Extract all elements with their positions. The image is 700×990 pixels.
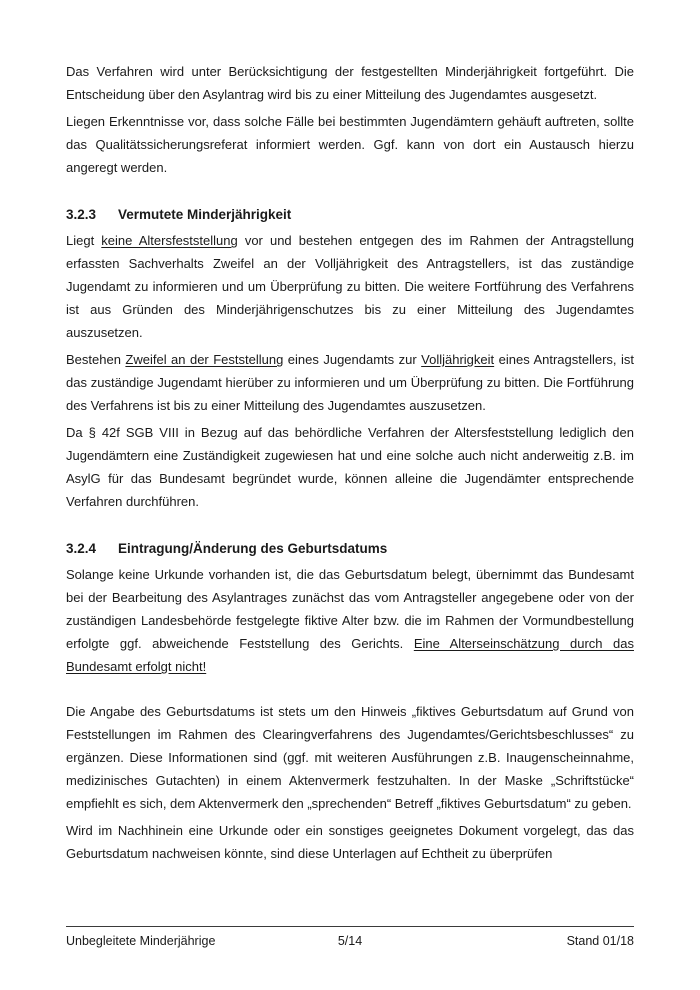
- underlined-text: Volljährigkeit: [421, 352, 495, 367]
- underlined-text: keine Altersfeststellung: [101, 233, 238, 248]
- section-heading-3-2-3: [66, 203, 634, 226]
- section-title: Vermutete Minderjährigkeit: [118, 207, 292, 222]
- text-run: Bestehen: [66, 352, 126, 367]
- section-number: 3.2.4: [66, 541, 97, 556]
- text-run: eines Jugendamts zur: [283, 352, 422, 367]
- footer-page-number: 5/14: [337, 934, 363, 948]
- paragraph-procedure-continuation: [66, 60, 634, 106]
- page-footer: [66, 926, 634, 949]
- footer-document-title: Unbegleitete Minderjährige: [66, 934, 216, 948]
- paragraph-document-verification: [66, 819, 634, 865]
- paragraph-no-age-assessment: [66, 229, 634, 344]
- text-run: Solange keine Urkunde vorhanden ist, die das Geburtsdatum belegt, übernimmt das Bundesamt bei der Bearbeitung des Asylantrages zunächst das vom Antragsteller angegebene oder von der zuständigen Landesbehörde festgelegte fiktive Alter bzw. die im Rahmen der Vormundbestellung erfolgte ggf. abweichende Feststellung des Gerichts.: [66, 567, 634, 651]
- paragraph-birthdate-annotation: [66, 700, 634, 815]
- text-run: Wird im Nachhinein eine Urkunde oder ein sonstiges geeignetes Dokument vorgelegt, das das Geburtsdatum nachweisen könnte, sind diese Unterlagen auf Echtheit zu überprüfen: [66, 823, 634, 861]
- text-run: Die Angabe des Geburtsdatums ist stets um den Hinweis „fiktives Geburtsdatum auf Grund von Feststellungen im Rahmen des Clearingverfahrens des Jugendamtes/Gerichtsbeschlusses“ zu ergänzen. Diese Informationen sind (ggf. mit weiteren Ausführungen z.B. Inaugenscheinnahme, medizinisches Gutachten) in einem Aktenvermerk festzuhalten. In der Maske „Schriftstücke“ empfiehlt es sich, dem Aktenvermerk den „sprechenden“ Betreff „fiktives Geburtsdatum“ zu geben.: [66, 704, 634, 811]
- paragraph-birthdate-fictive-age: [66, 563, 634, 678]
- text-run: Liegt: [66, 233, 102, 248]
- text-run: Liegen Erkenntnisse vor, dass solche Fälle bei bestimmten Jugendämtern gehäuft auftreten, sollte das Qualitätssicherungsreferat informiert werden. Ggf. kann von dort ein Austausch hierzu angeregt werden.: [66, 114, 634, 175]
- paragraph-quality-assurance: [66, 110, 634, 179]
- paragraph-sgb-viii-responsibility: [66, 421, 634, 513]
- footer-version-date: Stand 01/18: [566, 934, 634, 948]
- section-heading-3-2-4: [66, 537, 634, 560]
- paragraph-doubts-assessment: [66, 348, 634, 417]
- document-body: [66, 60, 634, 865]
- text-run: vor und bestehen entgegen des im Rahmen der Antragstellung erfassten Sachverhalts Zweifel an der Volljährigkeit des Antragstellers, ist das zuständige Jugendamt zu informieren und um Überprüfung zu bitten. Die weitere Fortführung des Verfahrens ist aus Gründen des Minderjährigenschutzes bis zu einer Mitteilung des Jugendamtes auszusetzen.: [66, 233, 634, 340]
- text-run: eines Antragstellers, ist das zuständige Jugendamt hierüber zu informieren und um Überprüfung zu bitten. Die Fortführung des Verfahrens ist bis zu einer Mitteilung des Jugendamtes auszusetzen.: [66, 352, 635, 413]
- section-number: 3.2.3: [66, 207, 97, 222]
- text-run: Das Verfahren wird unter Berücksichtigung der festgestellten Minderjährigkeit fortgeführt. Die Entscheidung über den Asylantrag wird bis zu einer Mitteilung des Jugendamtes ausgesetzt.: [66, 64, 634, 102]
- text-run: Da § 42f SGB VIII in Bezug auf das behördliche Verfahren der Altersfeststellung lediglich den Jugendämtern eine Zuständigkeit zugewiesen hat und eine solche auch nicht anderweitig z.B. im AsylG für das Bundesamt begründet wurde, können alleine die Jugendämter entsprechende Verfahren durchführen.: [66, 425, 634, 509]
- underlined-text: Zweifel an der Feststellung: [125, 352, 284, 367]
- underlined-text: Eine Alterseinschätzung durch das Bundesamt erfolgt nicht!: [66, 636, 634, 674]
- section-title: Eintragung/Änderung des Geburtsdatums: [118, 541, 388, 556]
